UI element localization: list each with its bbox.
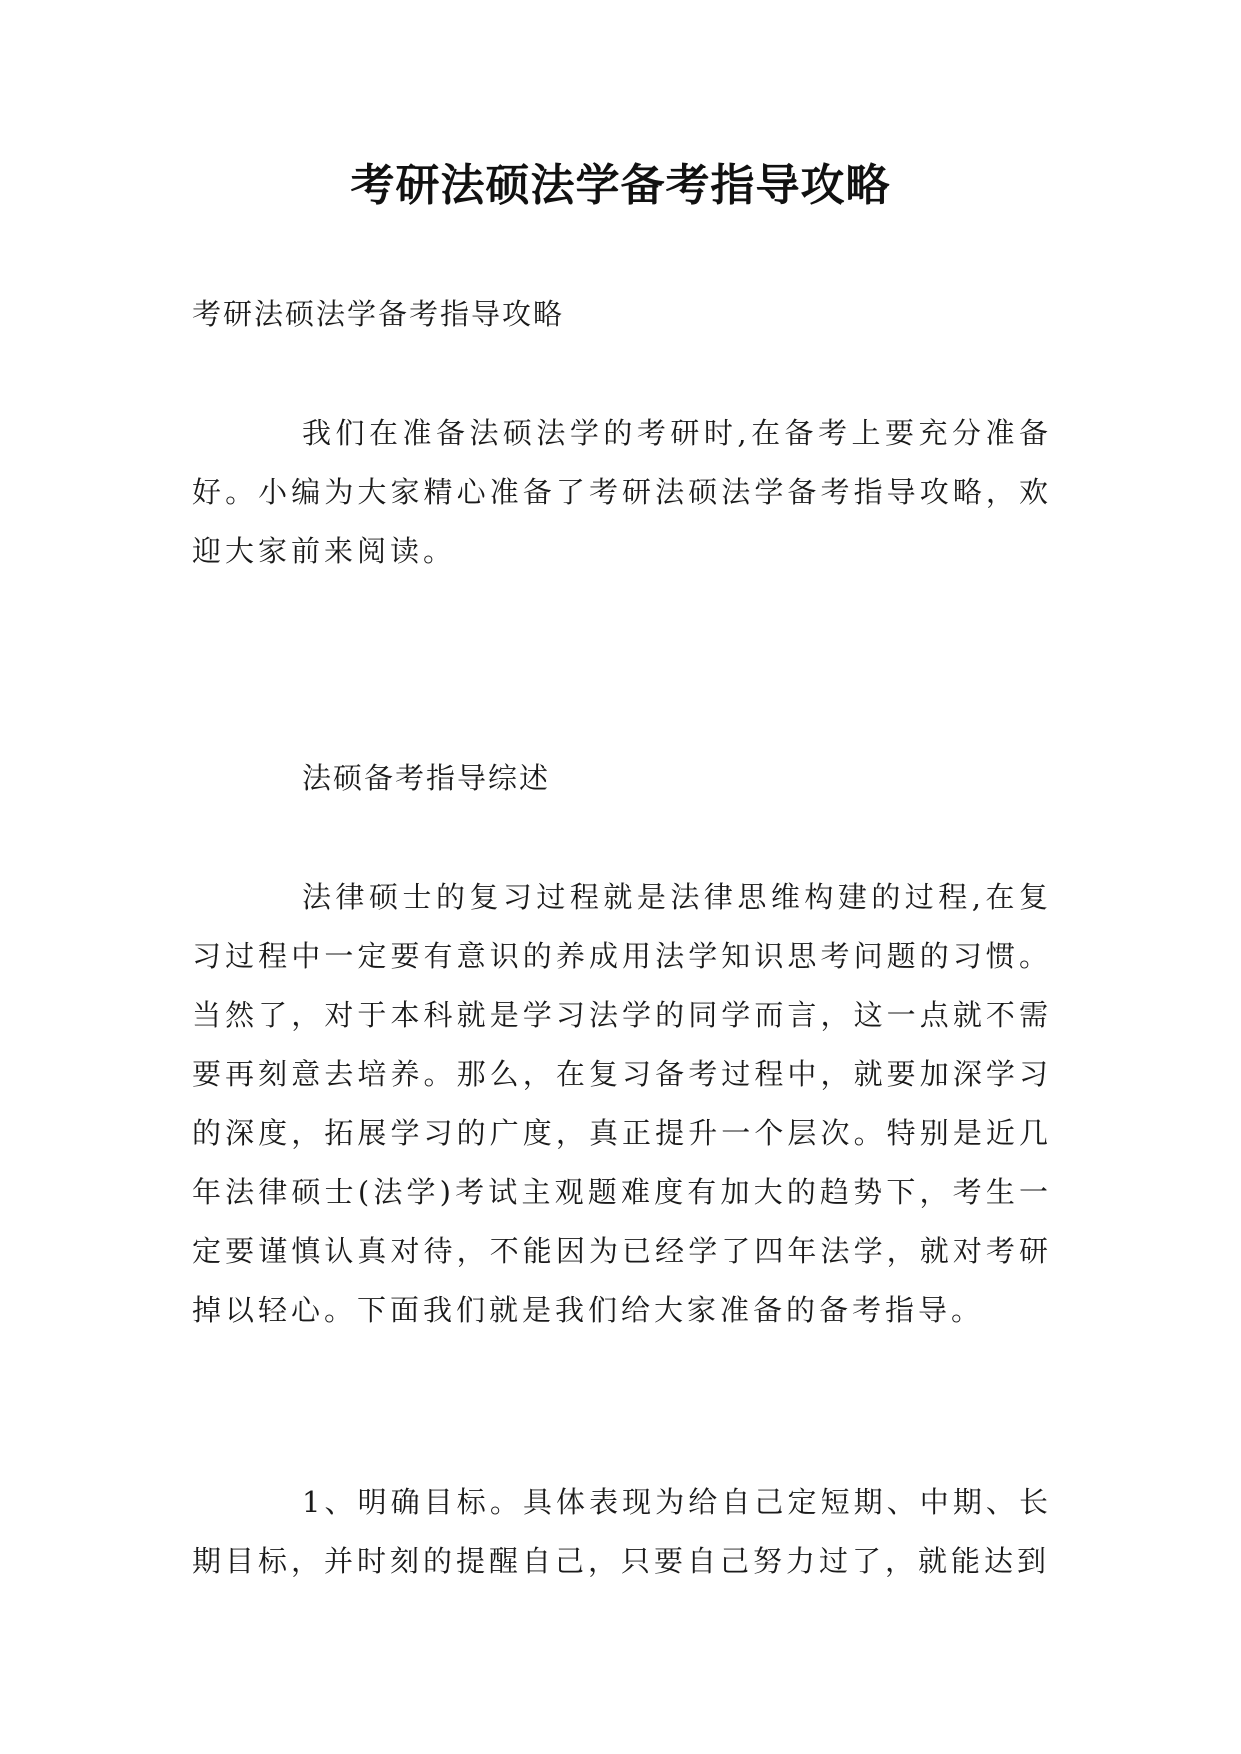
body-paragraph: 法律硕士的复习过程就是法律思维构建的过程,在复习过程中一定要有意识的养成用法学知识思考问题的习惯。当然了，对于本科就是学习法学的同学而言，这一点就不需要再刻意去培养。那么，在复习备考过程中，就要加深学习的深度，拓展学习的广度，真正提升一个层次。特别是近几年法律硕士(法学)考试主观题难度有加大的趋势下，考生一定要谨慎认真对待，不能因为已经学了四年法学，就对考研掉以轻心。下面我们就是我们给大家准备的备考指导。	[192, 880, 1052, 1327]
point-1-paragraph: 1、明确目标。具体表现为给自己定短期、中期、长期目标，并时刻的提醒自己，只要自己努力过了，就能达到	[192, 1485, 1052, 1578]
intro-paragraph: 我们在准备法硕法学的考研时,在备考上要充分准备好。小编为大家精心准备了考研法硕法学备考指导攻略，欢迎大家前来阅读。	[192, 416, 1052, 568]
document-subtitle: 考研法硕法学备考指导攻略	[192, 297, 565, 331]
document-title: 考研法硕法学备考指导攻略	[350, 160, 891, 211]
section-heading: 法硕备考指导综述	[302, 761, 551, 795]
